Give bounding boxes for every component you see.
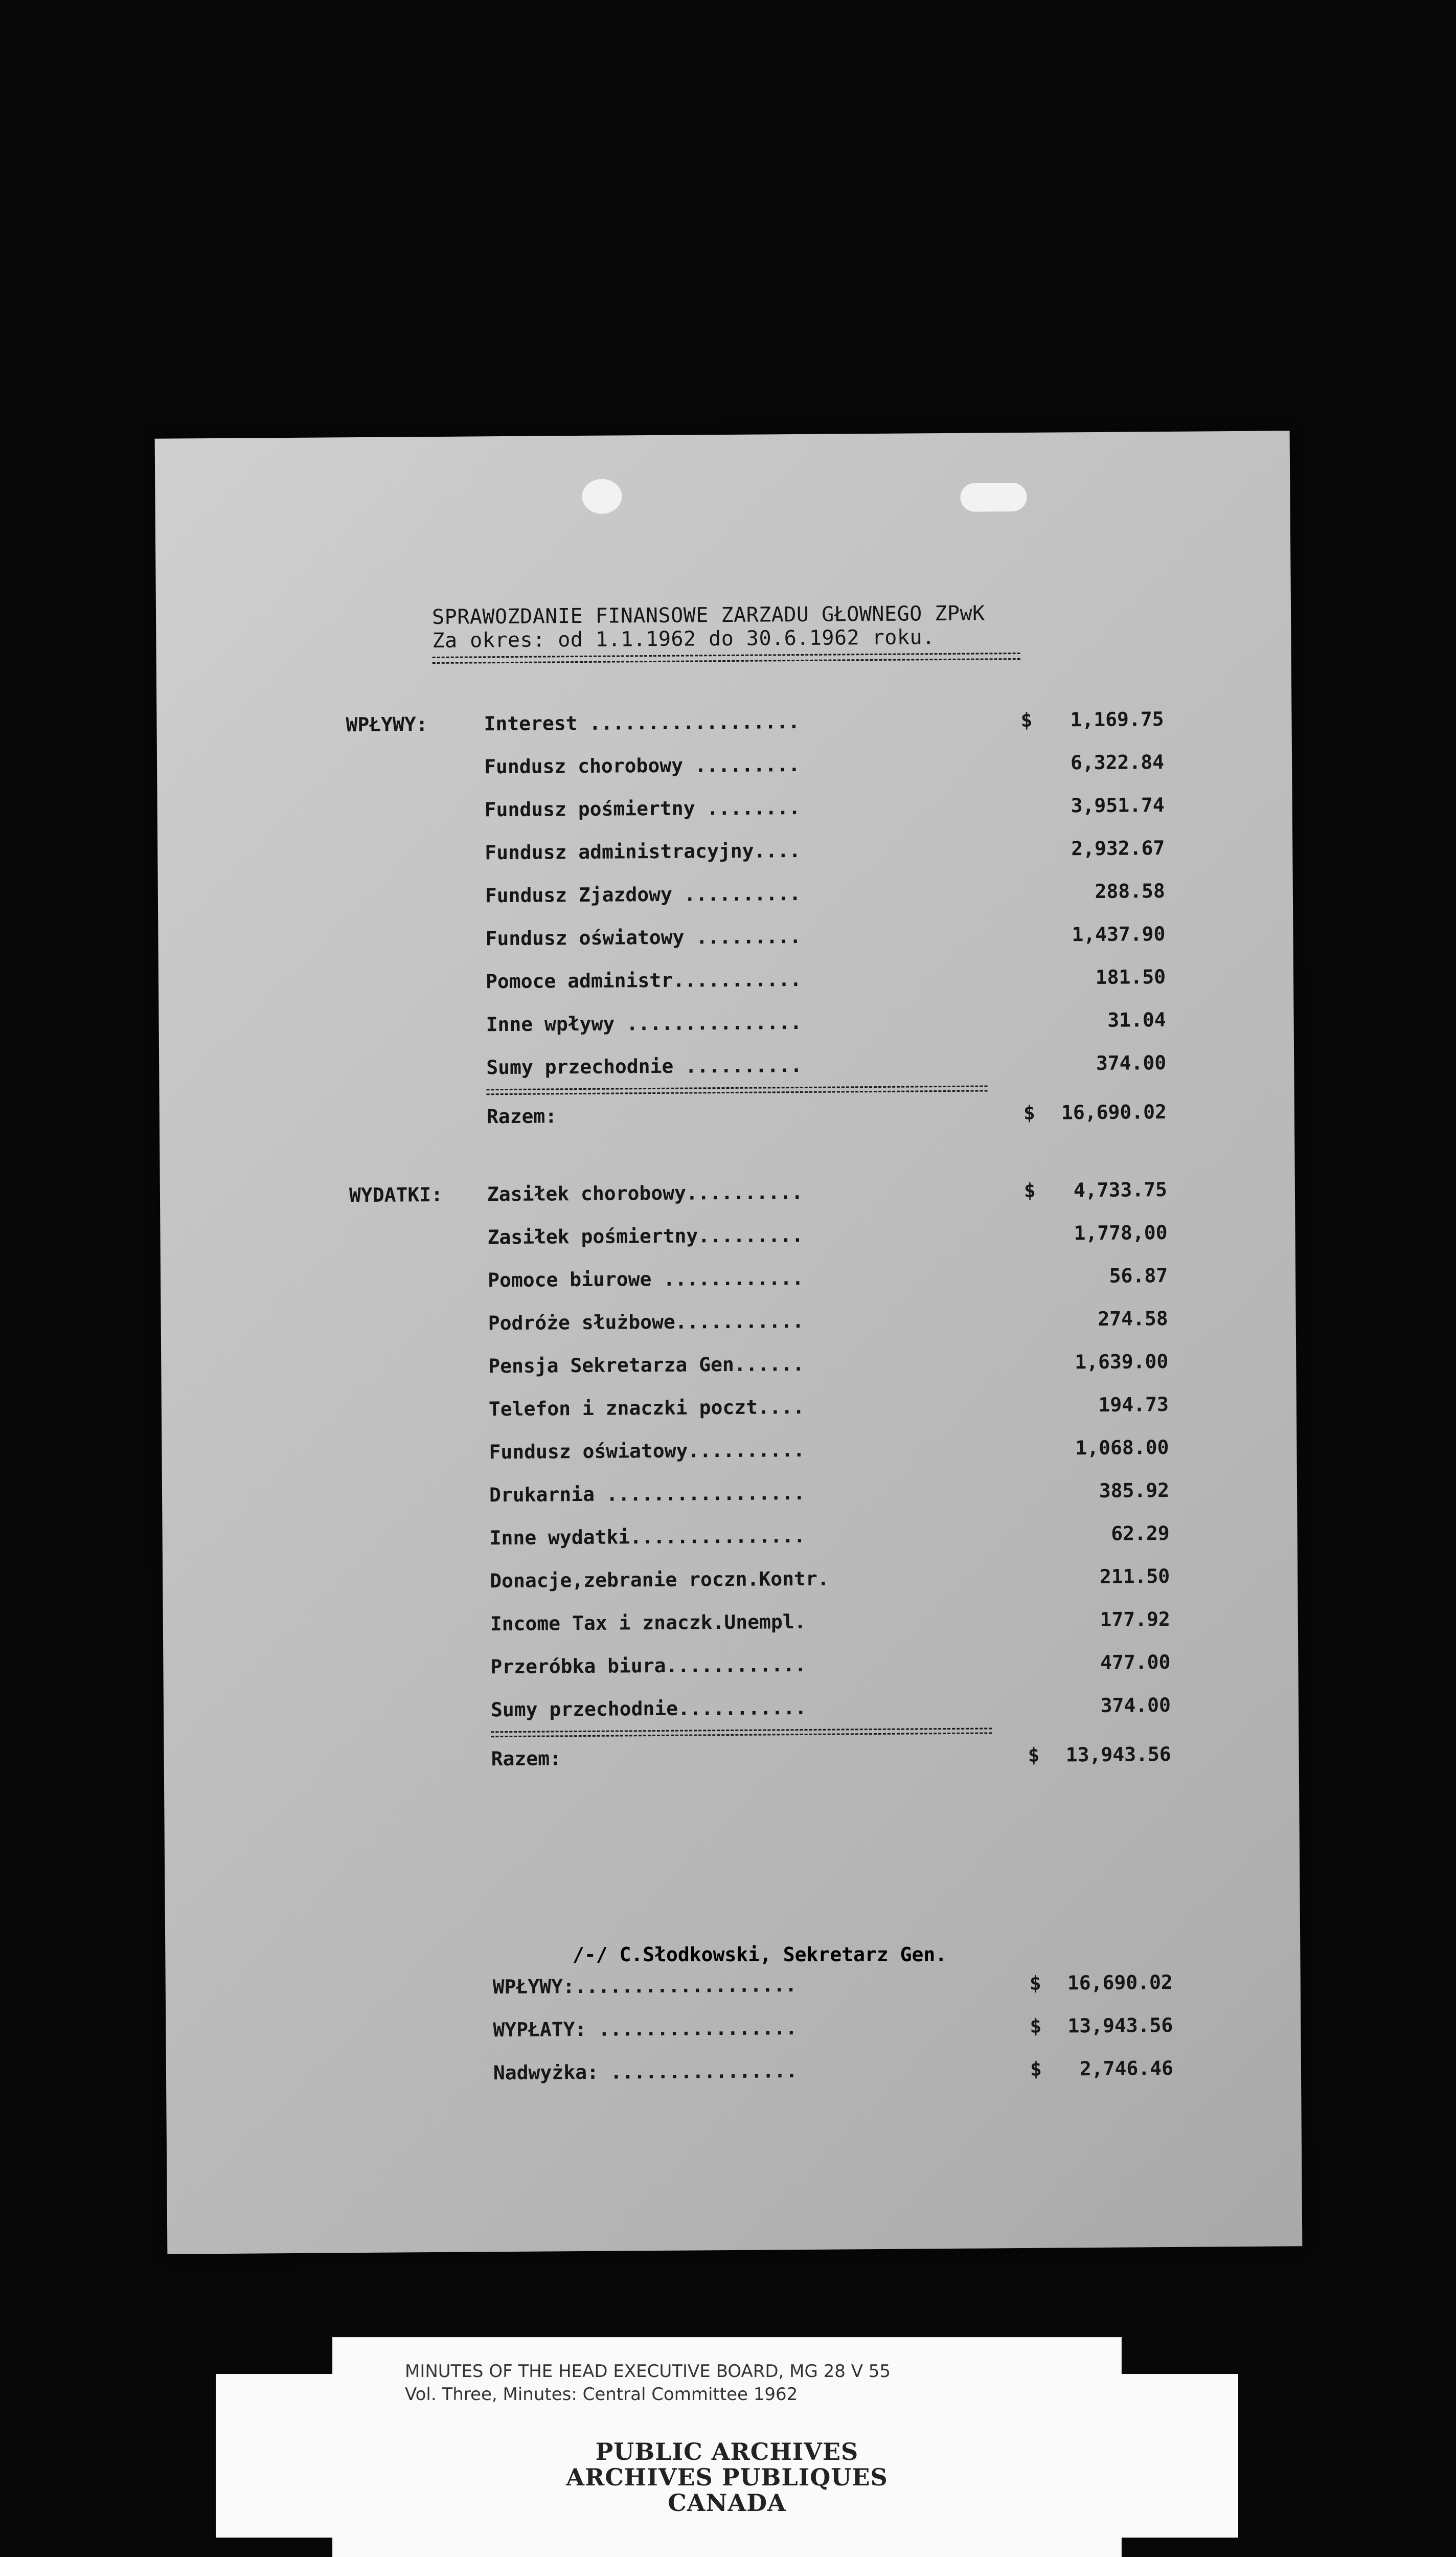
line-label: Sumy przechodnie........... <box>490 1696 807 1721</box>
line-label: Sumy przechodnie .......... <box>486 1053 803 1079</box>
line-label: Donacje,zebranie roczn.Kontr. <box>490 1567 829 1592</box>
summary-amount: 2,746.46 <box>1079 2056 1174 2080</box>
line-amount: 1,437.90 <box>1072 923 1166 946</box>
summary-label: Nadwyżka: ................ <box>493 2059 798 2084</box>
archive-reference: MINUTES OF THE HEAD EXECUTIVE BOARD, MG 28 V 55 <box>405 2361 891 2382</box>
expense-row <box>489 1469 1175 1516</box>
line-amount: 181.50 <box>1095 966 1166 989</box>
line-amount: 194.73 <box>1098 1393 1169 1416</box>
total-amount: 16,690.02 <box>1061 1101 1167 1124</box>
summary-amount: 13,943.56 <box>1067 2013 1173 2037</box>
expense-row <box>491 1684 1176 1731</box>
expense-row <box>489 1512 1175 1559</box>
income-total-row <box>487 1090 1172 1138</box>
income-row <box>484 698 1169 745</box>
expense-rows <box>487 1168 1176 1780</box>
report-title-block <box>432 601 1046 664</box>
archive-stamp-line: CANADA <box>668 2489 786 2517</box>
income-row <box>485 869 1171 917</box>
expense-row <box>490 1555 1175 1602</box>
expense-row <box>489 1383 1174 1430</box>
currency-symbol: $ <box>1030 2014 1042 2037</box>
line-amount: 2,932.67 <box>1071 837 1165 860</box>
line-label: Fundusz pośmiertny ........ <box>484 796 801 821</box>
line-label: Zasiłek chorobowy.......... <box>487 1180 803 1206</box>
line-amount: 1,639.00 <box>1075 1350 1169 1374</box>
document-page <box>155 431 1303 2254</box>
financial-report <box>155 431 1303 2254</box>
expense-row <box>489 1426 1174 1473</box>
line-amount: 1,778,00 <box>1074 1221 1168 1245</box>
line-label: Pensja Sekretarza Gen...... <box>488 1352 805 1378</box>
income-row <box>484 741 1170 788</box>
title-underline <box>433 653 1020 664</box>
summary-row <box>493 2047 1179 2094</box>
line-amount: 177.92 <box>1100 1607 1170 1631</box>
currency-symbol: $ <box>1023 1101 1035 1124</box>
expense-row <box>488 1254 1173 1302</box>
income-row <box>485 912 1171 960</box>
income-rows <box>484 698 1172 1138</box>
line-label: Fundusz chorobowy ......... <box>484 753 800 778</box>
line-amount: 211.50 <box>1099 1564 1170 1588</box>
line-amount: 6,322.84 <box>1070 751 1165 774</box>
expense-row <box>490 1641 1176 1688</box>
archive-stamp-line: PUBLIC ARCHIVES <box>595 2438 859 2465</box>
report-title: SPRAWOZDANIE FINANSOWE ZARZADU GŁOWNEGO ZPwK <box>431 601 985 630</box>
income-section-label: WPŁYWY: <box>346 713 428 736</box>
archive-stamp-line: ARCHIVES PUBLIQUES <box>566 2463 888 2491</box>
currency-symbol: $ <box>1029 1971 1041 1994</box>
summary-rows <box>492 1961 1178 2094</box>
income-row <box>484 783 1170 831</box>
line-label: Inne wpływy ............... <box>486 1011 802 1036</box>
line-label: Fundusz Zjazdowy .......... <box>485 882 801 907</box>
summary-label: WPŁYWY:................... <box>492 1973 797 1999</box>
line-amount: 385.92 <box>1099 1478 1170 1502</box>
expense-row <box>488 1297 1173 1344</box>
line-amount: 274.58 <box>1098 1307 1168 1330</box>
line-label: Inne wydatki............... <box>489 1524 806 1550</box>
summary-row <box>493 2004 1178 2051</box>
line-amount: 374.00 <box>1096 1051 1167 1074</box>
expense-row <box>488 1340 1174 1387</box>
line-amount: 62.29 <box>1111 1521 1170 1545</box>
line-amount: 1,068.00 <box>1075 1435 1169 1460</box>
line-amount: 31.04 <box>1107 1008 1166 1031</box>
line-amount: 56.87 <box>1109 1264 1168 1287</box>
income-row <box>486 998 1171 1046</box>
currency-symbol: $ <box>1030 2057 1042 2080</box>
line-label: Pomoce administr........... <box>485 968 802 993</box>
line-amount: 3,951.74 <box>1071 794 1165 817</box>
expense-row <box>490 1598 1176 1645</box>
total-label: Razem: <box>491 1747 562 1770</box>
total-label: Razem: <box>486 1105 557 1128</box>
summary-row <box>492 1961 1178 2008</box>
line-label: Podróże służbowe........... <box>488 1309 804 1335</box>
line-amount: 1,169.75 <box>1070 708 1164 731</box>
line-label: Drukarnia ................. <box>489 1481 805 1507</box>
expense-row <box>487 1211 1173 1259</box>
line-amount: 288.58 <box>1095 880 1166 903</box>
currency-symbol: $ <box>1023 1179 1036 1202</box>
signature-line: /-/ C.Słodkowski, Sekretarz Gen. <box>573 1943 947 1966</box>
line-amount: 374.00 <box>1100 1693 1171 1717</box>
line-amount: 4,733.75 <box>1073 1178 1168 1202</box>
income-row <box>486 1041 1172 1089</box>
line-label: Income Tax i znaczk.Unempl. <box>490 1610 806 1635</box>
line-label: Fundusz oświatowy ......... <box>485 925 802 950</box>
label-tab <box>216 2374 333 2538</box>
line-label: Zasiłek pośmiertny......... <box>487 1223 804 1249</box>
expense-row <box>487 1168 1173 1216</box>
income-row <box>485 826 1170 874</box>
income-row <box>486 955 1171 1003</box>
line-label: Interest .................. <box>484 710 800 735</box>
archive-label <box>332 2337 1122 2557</box>
currency-symbol: $ <box>1020 708 1033 731</box>
summary-label: WYPŁATY: ................. <box>493 2016 798 2042</box>
summary-amount: 16,690.02 <box>1067 1970 1173 1994</box>
archive-volume: Vol. Three, Minutes: Central Committee 1962 <box>405 2384 798 2405</box>
report-period: Za okres: od 1.1.1962 do 30.6.1962 roku. <box>432 625 935 653</box>
expense-total-row <box>491 1733 1176 1780</box>
line-label: Fundusz oświatowy.......... <box>489 1438 805 1464</box>
line-label: Przeróbka biura............ <box>490 1653 807 1678</box>
line-label: Pomoce biurowe ............ <box>487 1266 804 1292</box>
label-tab <box>1121 2374 1238 2538</box>
line-label: Fundusz administracyjny.... <box>485 839 801 864</box>
line-amount: 477.00 <box>1100 1650 1171 1674</box>
total-amount: 13,943.56 <box>1065 1742 1171 1766</box>
expenses-section-label: WYDATKI: <box>349 1183 443 1207</box>
currency-symbol: $ <box>1028 1743 1040 1766</box>
line-label: Telefon i znaczki poczt.... <box>488 1395 805 1421</box>
